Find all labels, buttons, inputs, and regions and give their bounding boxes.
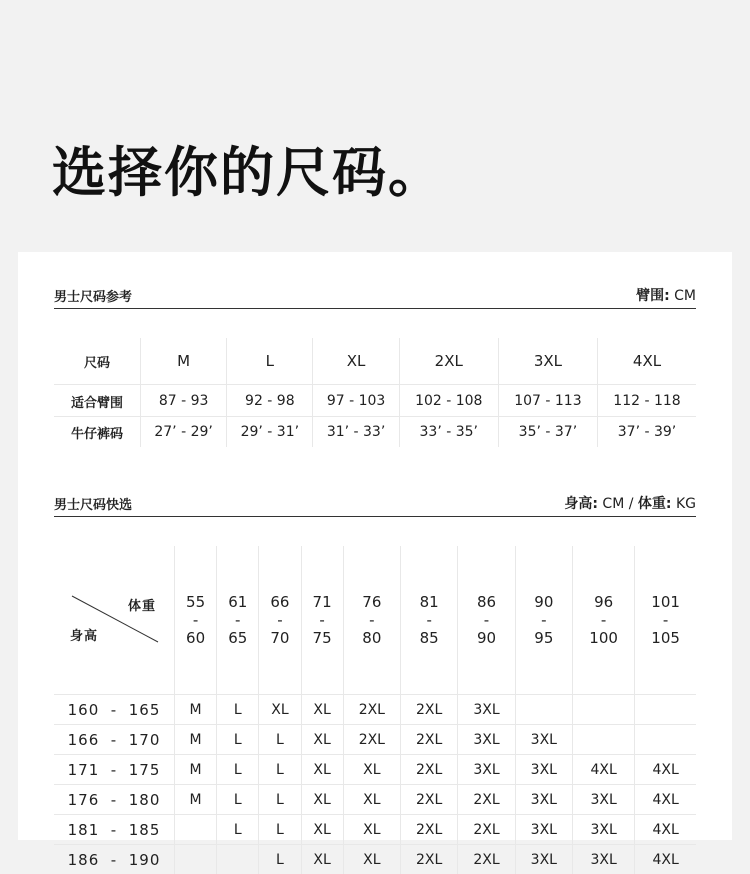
jeans-cell: 37’ - 39’ xyxy=(598,417,697,448)
size-cell: 4XL xyxy=(598,338,697,385)
size-cell: L xyxy=(217,755,259,785)
weight-from: 96 xyxy=(573,593,634,611)
size-cell: 3XL xyxy=(515,785,572,815)
table-row xyxy=(54,338,696,385)
quick-unit: 身高: CM / 体重: KG xyxy=(564,493,696,513)
quick-heading: 男士尺码快选 xyxy=(54,494,132,513)
size-cell: 2XL xyxy=(343,725,400,755)
weight-to: 70 xyxy=(259,629,300,647)
size-cell: 2XL xyxy=(458,845,515,874)
diagonal-divider xyxy=(54,582,174,658)
weight-sep: - xyxy=(259,611,300,629)
size-cell: M xyxy=(175,785,217,815)
size-cell xyxy=(175,845,217,874)
size-cell: 2XL xyxy=(458,785,515,815)
arm-cell: 87 - 93 xyxy=(141,385,227,417)
size-cell: 3XL xyxy=(515,845,572,874)
table-row xyxy=(54,695,696,725)
weight-from: 66 xyxy=(259,593,300,611)
arm-cell: 92 - 98 xyxy=(227,385,313,417)
row-label: 牛仔裤码 xyxy=(54,417,141,448)
size-cell: XL xyxy=(301,755,343,785)
height-range-label: 186 - 190 xyxy=(54,845,175,874)
size-cell: L xyxy=(217,725,259,755)
reference-section-header xyxy=(54,282,696,309)
size-cell: XL xyxy=(301,695,343,725)
jeans-cell: 35’ - 37’ xyxy=(498,417,597,448)
arm-cell: 102 - 108 xyxy=(399,385,498,417)
weight-range-header xyxy=(573,546,635,695)
weight-sep: - xyxy=(217,611,258,629)
size-cell xyxy=(573,695,635,725)
height-range-label: 181 - 185 xyxy=(54,815,175,845)
weight-to: 65 xyxy=(217,629,258,647)
size-cell: L xyxy=(217,815,259,845)
height-range-label: 160 - 165 xyxy=(54,695,175,725)
size-cell xyxy=(515,695,572,725)
size-cell: 2XL xyxy=(399,338,498,385)
size-cell: 3XL xyxy=(515,815,572,845)
size-cell: 2XL xyxy=(401,785,458,815)
weight-corner-label: 体重 xyxy=(128,598,156,616)
jeans-cell: 31’ - 33’ xyxy=(313,417,399,448)
weight-range-header xyxy=(515,546,572,695)
size-cell: XL xyxy=(301,725,343,755)
weight-to: 95 xyxy=(516,629,572,647)
quick-size-table xyxy=(54,546,696,874)
size-cell: M xyxy=(175,725,217,755)
size-cell: 3XL xyxy=(573,785,635,815)
weight-range-header xyxy=(458,546,515,695)
size-guide-card xyxy=(18,252,732,840)
weight-from: 55 xyxy=(175,593,216,611)
height-range-label: 171 - 175 xyxy=(54,755,175,785)
reference-unit: 臂围: CM xyxy=(636,285,696,305)
size-cell xyxy=(573,725,635,755)
size-cell: 4XL xyxy=(635,785,696,815)
weight-range-header xyxy=(401,546,458,695)
size-cell: 2XL xyxy=(343,695,400,725)
size-cell: M xyxy=(175,755,217,785)
size-cell: XL xyxy=(301,785,343,815)
reference-heading: 男士尺码参考 xyxy=(54,286,132,305)
table-row xyxy=(54,385,696,417)
size-cell: M xyxy=(175,695,217,725)
size-cell: 2XL xyxy=(401,725,458,755)
size-cell: L xyxy=(259,725,301,755)
weight-range-header xyxy=(175,546,217,695)
size-cell xyxy=(217,845,259,874)
size-cell: 4XL xyxy=(573,755,635,785)
size-cell: 3XL xyxy=(573,845,635,874)
weight-from: 71 xyxy=(302,593,343,611)
weight-from: 76 xyxy=(344,593,400,611)
size-cell: L xyxy=(227,338,313,385)
corner-cell xyxy=(54,546,175,695)
size-cell: 4XL xyxy=(635,755,696,785)
height-corner-label: 身高 xyxy=(70,628,98,646)
weight-from: 61 xyxy=(217,593,258,611)
size-cell: 2XL xyxy=(401,845,458,874)
arm-cell: 112 - 118 xyxy=(598,385,697,417)
weight-to: 105 xyxy=(635,629,696,647)
size-cell: XL xyxy=(343,785,400,815)
size-cell: 2XL xyxy=(401,755,458,785)
size-cell: 3XL xyxy=(458,695,515,725)
table-row xyxy=(54,785,696,815)
size-cell: L xyxy=(259,755,301,785)
weight-from: 90 xyxy=(516,593,572,611)
weight-to: 100 xyxy=(573,629,634,647)
weight-to: 85 xyxy=(401,629,457,647)
size-cell xyxy=(635,725,696,755)
row-label: 尺码 xyxy=(54,338,141,385)
weight-sep: - xyxy=(401,611,457,629)
weight-range-header xyxy=(217,546,259,695)
table-row xyxy=(54,815,696,845)
size-cell: 4XL xyxy=(635,845,696,874)
weight-sep: - xyxy=(175,611,216,629)
size-cell: XL xyxy=(259,695,301,725)
size-cell: XL xyxy=(343,755,400,785)
size-cell: XL xyxy=(343,815,400,845)
weight-to: 60 xyxy=(175,629,216,647)
size-cell: 2XL xyxy=(401,695,458,725)
weight-from: 81 xyxy=(401,593,457,611)
jeans-cell: 27’ - 29’ xyxy=(141,417,227,448)
size-cell: L xyxy=(217,785,259,815)
size-cell: M xyxy=(141,338,227,385)
weight-sep: - xyxy=(344,611,400,629)
weight-to: 80 xyxy=(344,629,400,647)
size-cell: L xyxy=(259,785,301,815)
weight-sep: - xyxy=(635,611,696,629)
size-cell: 3XL xyxy=(515,755,572,785)
weight-sep: - xyxy=(458,611,514,629)
weight-range-header xyxy=(343,546,400,695)
page-title: 选择你的尺码。 xyxy=(52,138,444,208)
size-cell xyxy=(635,695,696,725)
size-cell: L xyxy=(259,815,301,845)
weight-sep: - xyxy=(302,611,343,629)
quick-section-header xyxy=(54,490,696,517)
size-cell: 3XL xyxy=(515,725,572,755)
height-range-label: 166 - 170 xyxy=(54,725,175,755)
size-cell: XL xyxy=(301,815,343,845)
size-cell: XL xyxy=(301,845,343,874)
size-cell: 2XL xyxy=(401,815,458,845)
size-cell: 3XL xyxy=(458,755,515,785)
size-reference-table xyxy=(54,338,696,447)
table-row xyxy=(54,845,696,874)
size-cell: 3XL xyxy=(573,815,635,845)
weight-range-header xyxy=(259,546,301,695)
size-cell: 4XL xyxy=(635,815,696,845)
table-row xyxy=(54,755,696,785)
jeans-cell: 33’ - 35’ xyxy=(399,417,498,448)
weight-range-header xyxy=(635,546,696,695)
arm-cell: 107 - 113 xyxy=(498,385,597,417)
weight-to: 90 xyxy=(458,629,514,647)
size-cell: L xyxy=(259,845,301,874)
size-cell: 2XL xyxy=(458,815,515,845)
size-cell: L xyxy=(217,695,259,725)
weight-to: 75 xyxy=(302,629,343,647)
jeans-cell: 29’ - 31’ xyxy=(227,417,313,448)
weight-from: 86 xyxy=(458,593,514,611)
arm-cell: 97 - 103 xyxy=(313,385,399,417)
size-cell: 3XL xyxy=(458,725,515,755)
row-label: 适合臂围 xyxy=(54,385,141,417)
weight-from: 101 xyxy=(635,593,696,611)
size-cell: XL xyxy=(343,845,400,874)
table-row xyxy=(54,546,696,695)
table-row xyxy=(54,725,696,755)
height-range-label: 176 - 180 xyxy=(54,785,175,815)
size-cell: XL xyxy=(313,338,399,385)
size-cell: 3XL xyxy=(498,338,597,385)
weight-sep: - xyxy=(573,611,634,629)
weight-sep: - xyxy=(516,611,572,629)
size-cell xyxy=(175,815,217,845)
table-row xyxy=(54,417,696,448)
weight-range-header xyxy=(301,546,343,695)
